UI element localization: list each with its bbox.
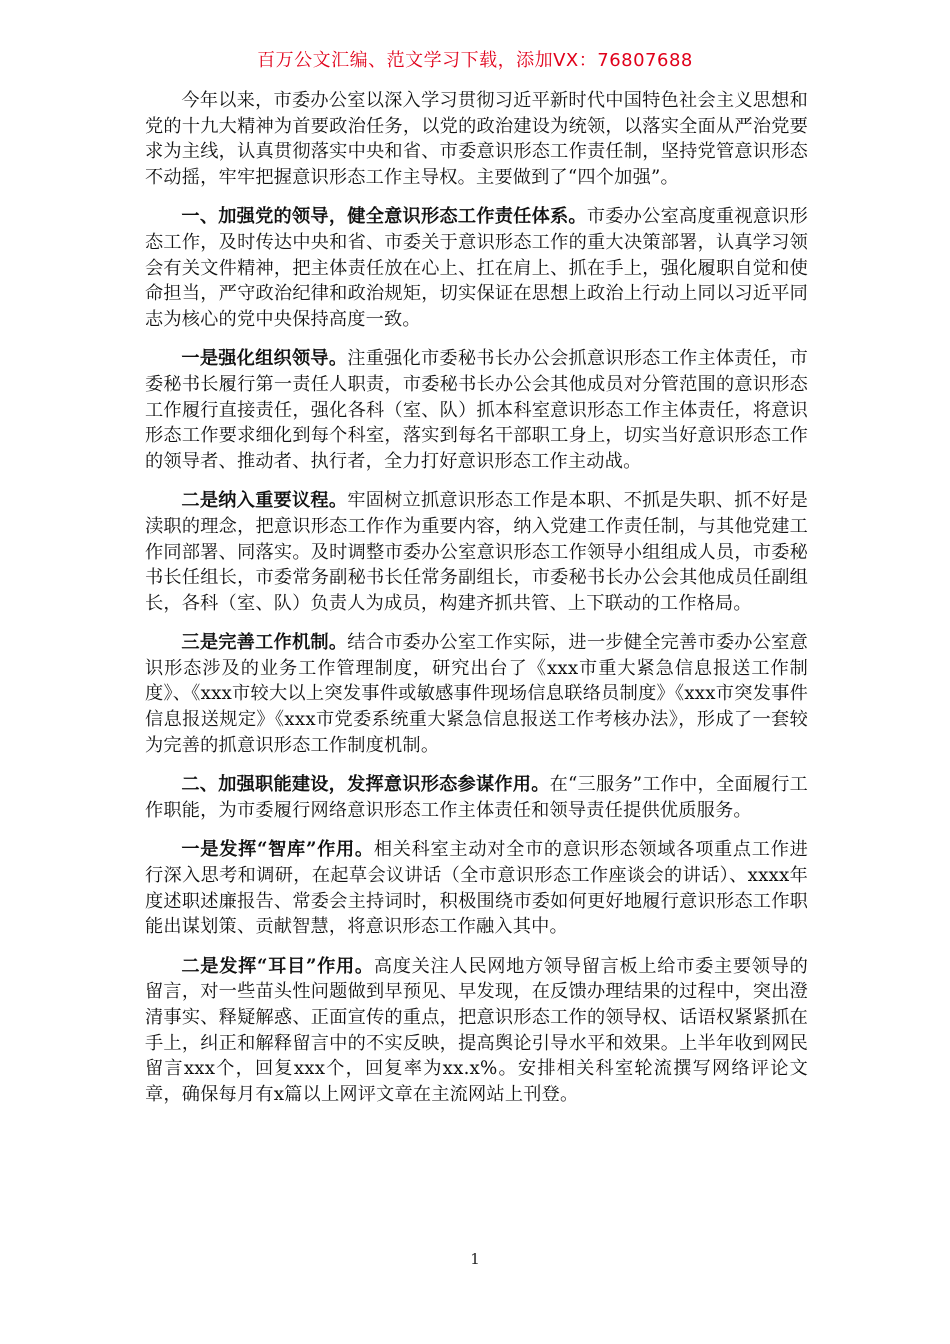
- paragraph-text: 高度关注人民网地方领导留言板上给市委主要领导的留言，对一些苗头性问题做到早预见、早发现，在反馈办理结果的过程中，突出澄清事实、释疑解惑、正面宣传的重点，把意识形态工作的领导权、话语权紧紧抓在手上，纠正和解释留言中的不实反映，提高舆论引导水平和效果。上半年收到网民留言xxx个，回复xxx个，回复率为xx.x%。安排相关科室轮流撰写网络评论文章，确保每月有x篇以上网评文章在主流网站上刊登。: [145, 955, 808, 1105]
- paragraph-heading: 一是强化组织领导。: [181, 348, 348, 370]
- paragraph-text: 相关科室主动对全市的意识形态领域各项重点工作进行深入思考和调研，在起草会议讲话（全市意识形态工作座谈会的讲话）、xxxx年度述职述廉报告、常委会主持词时，积极围绕市委如何更好地履行意识形态工作职能出谋划策、贡献智慧，将意识形态工作融入其中。: [145, 839, 808, 938]
- paragraph-text: 市委办公室高度重视意识形态工作，及时传达中央和省、市委关于意识形态工作的重大决策部署，认真学习领会有关文件精神，把主体责任放在心上、扛在肩上、抓在手上，强化履职自觉和使命担当，严守政治纪律和政治规矩，切实保证在思想上政治上行动上同以习近平同志为核心的党中央保持高度一致。: [145, 206, 808, 330]
- paragraph-heading: 二是发挥“耳目”作用。: [181, 955, 374, 977]
- paragraph-heading: 三是完善工作机制。: [181, 632, 348, 654]
- paragraph-text: 牢固树立抓意识形态工作是本职、不抓是失职、抓不好是渎职的理念，把意识形态工作作为重要内容，纳入党建工作责任制，与其他党建工作同部署、同落实。及时调整市委办公室意识形态工作领导小组组成人员，市委秘书长任组长，市委常务副秘书长任常务副组长，市委秘书长办公会其他成员任副组长，各科（室、队）负责人为成员，构建齐抓共管、上下联动的工作格局。: [145, 490, 808, 614]
- paragraph-item-1-2: [145, 488, 808, 616]
- paragraph-item-2-1: [145, 837, 808, 939]
- paragraph-item-2-2: [145, 954, 808, 1108]
- paragraph-item-1-3: [145, 630, 808, 758]
- page-number: 1: [470, 1250, 480, 1268]
- paragraph-section-2: [145, 772, 808, 823]
- paragraph-heading: 二是纳入重要议程。: [181, 490, 348, 512]
- paragraph-text: 注重强化市委秘书长办公会抓意识形态工作主体责任，市委秘书长履行第一责任人职责，市委秘书长办公会其他成员对分管范围的意识形态工作履行直接责任，强化各科（室、队）抓本科室意识形态工作主体责任，将意识形态工作要求细化到每个科室，落实到每名干部职工身上，切实当好意识形态工作的领导者、推动者、执行者，全力打好意识形态工作主动战。: [145, 348, 808, 472]
- paragraph-intro: [145, 88, 808, 190]
- paragraph-item-1-1: [145, 346, 808, 474]
- paragraph-text: 今年以来，市委办公室以深入学习贯彻习近平新时代中国特色社会主义思想和党的十九大精神为首要政治任务，以党的政治建设为统领，以落实全面从严治党要求为主线，认真贯彻落实中央和省、市委意识形态工作责任制，坚持党管意识形态不动摇，牢牢把握意识形态工作主导权。主要做到了“四个加强”。: [145, 90, 808, 188]
- paragraph-section-1: [145, 204, 808, 332]
- header-banner: 百万公文汇编、范文学习下载，添加VX：76807688: [257, 50, 693, 71]
- paragraph-text: 在“三服务”工作中，全面履行工作职能，为市委履行网络意识形态工作主体责任和领导责任提供优质服务。: [145, 774, 808, 821]
- paragraph-text: 结合市委办公室工作实际，进一步健全完善市委办公室意识形态涉及的业务工作管理制度，研究出台了《xxx市重大紧急信息报送工作制度》、《xxx市较大以上突发事件或敏感事件现场信息联络员制度》《xxx市突发事件信息报送规定》《xxx市党委系统重大紧急信息报送工作考核办法》，形成了一套较为完善的抓意识形态工作制度机制。: [145, 632, 808, 756]
- paragraph-heading: 二、加强职能建设，发挥意识形态参谋作用。: [181, 774, 550, 796]
- paragraph-heading: 一、加强党的领导，健全意识形态工作责任体系。: [181, 206, 587, 228]
- document-body: [145, 88, 808, 1121]
- paragraph-heading: 一是发挥“智库”作用。: [181, 839, 374, 861]
